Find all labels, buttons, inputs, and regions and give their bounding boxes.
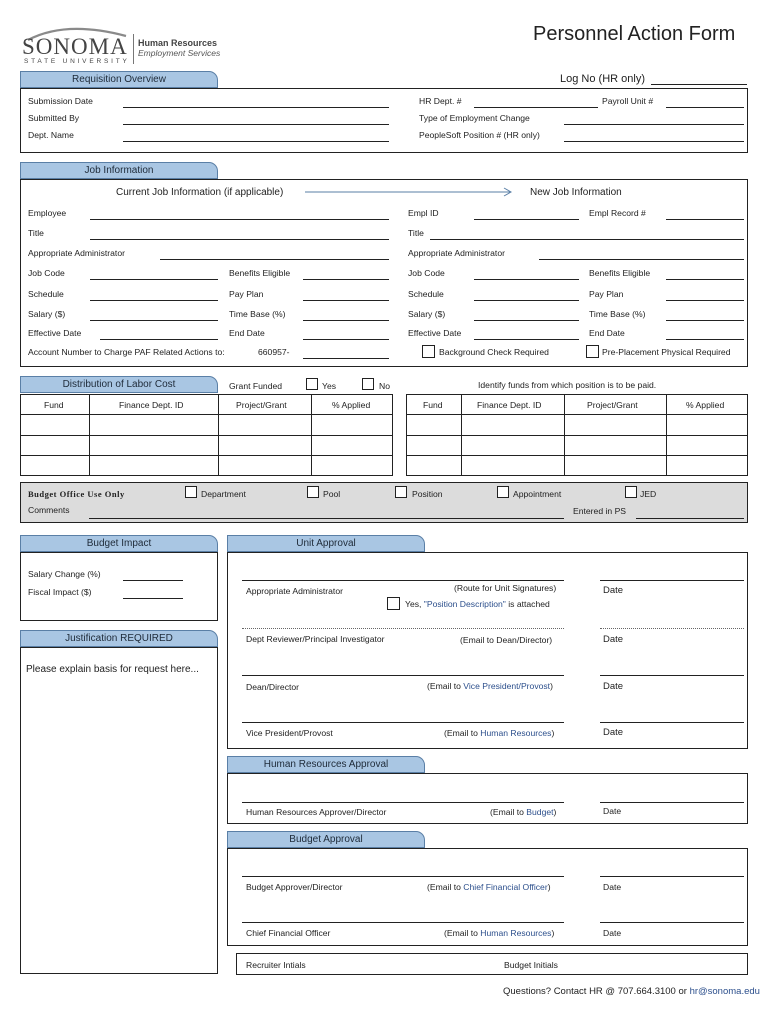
hr-signature[interactable] xyxy=(242,802,564,803)
date-label-2: Date xyxy=(603,634,624,645)
submitted-by-label: Submitted By xyxy=(28,113,80,123)
account-field[interactable] xyxy=(303,358,389,359)
benefits-label: Benefits Eligible xyxy=(229,268,291,278)
pd-label-b: "Position Description" xyxy=(423,599,506,609)
hr-email-a: (Email to xyxy=(490,807,527,817)
budget-date-label: Date xyxy=(603,882,622,892)
arrow-right-icon xyxy=(305,187,515,197)
dept-name-label: Dept. Name xyxy=(28,130,74,140)
justification-prompt: Please explain basis for request here... xyxy=(26,664,199,675)
department-label: Department xyxy=(201,489,246,499)
footer-text: Questions? Contact HR @ 707.664.3100 or xyxy=(503,986,690,997)
col-percent-new: % Applied xyxy=(686,400,725,410)
unit-approp-admin-label: Appropriate Administrator xyxy=(246,586,343,596)
hr-email-b: Budget xyxy=(526,807,554,817)
new-empl-record-label: Empl Record # xyxy=(589,208,646,218)
pd-label-c: is attached xyxy=(505,599,550,609)
vp-date[interactable] xyxy=(600,722,744,723)
new-approp-admin-label: Appropriate Administrator xyxy=(408,248,505,258)
budget-office-section xyxy=(20,482,748,523)
vp-signature[interactable] xyxy=(242,722,564,723)
submission-date-label: Submission Date xyxy=(28,96,93,106)
tab-labor-cost: Distribution of Labor Cost xyxy=(20,376,218,393)
budget-date[interactable] xyxy=(600,876,744,877)
email-vp-a: (Email to xyxy=(427,681,464,691)
current-job-heading: Current Job Information (if applicable) xyxy=(116,187,284,198)
logo-sub: STATE UNIVERSITY xyxy=(24,58,130,65)
entered-ps-label: Entered in PS xyxy=(573,506,627,516)
appointment-label: Appointment xyxy=(513,489,562,499)
bg-check-checkbox[interactable] xyxy=(422,345,435,358)
new-empl-id-label: Empl ID xyxy=(408,208,439,218)
salary-change-label: Salary Change (%) xyxy=(28,569,101,579)
cfo-date-label: Date xyxy=(603,928,622,938)
cfo-hr-email-a: (Email to xyxy=(444,928,481,938)
grant-no-checkbox[interactable] xyxy=(362,378,374,390)
ps-position-field[interactable] xyxy=(564,141,744,142)
approp-admin-field[interactable] xyxy=(160,259,389,260)
pool-label: Pool xyxy=(323,489,341,499)
schedule-label: Schedule xyxy=(28,289,64,299)
appointment-checkbox[interactable] xyxy=(497,486,509,498)
pay-plan-field[interactable] xyxy=(303,300,389,301)
email-vp-b: Vice President/Provost xyxy=(463,681,551,691)
title-label: Title xyxy=(28,228,44,238)
new-empl-record-field[interactable] xyxy=(666,219,744,220)
bg-check-label: Background Check Required xyxy=(439,347,549,357)
new-job-code-field[interactable] xyxy=(474,279,579,280)
log-no-field[interactable] xyxy=(651,84,747,85)
end-date-label: End Date xyxy=(229,328,265,338)
entered-ps-field[interactable] xyxy=(636,518,744,519)
approp-admin-signature[interactable] xyxy=(242,580,564,581)
new-schedule-label: Schedule xyxy=(408,289,444,299)
new-salary-field[interactable] xyxy=(474,320,579,321)
tab-hr-approval: Human Resources Approval xyxy=(227,756,425,773)
payroll-unit-field[interactable] xyxy=(666,107,744,108)
new-title-label: Title xyxy=(408,228,424,238)
new-effective-date-label: Effective Date xyxy=(408,328,462,338)
close-paren-1: ) xyxy=(550,681,553,691)
budget-initials-label[interactable]: Budget Initials xyxy=(504,960,558,970)
tab-justification: Justification REQUIRED xyxy=(20,630,218,647)
justification-textarea[interactable] xyxy=(20,647,218,974)
close-paren-2: ) xyxy=(551,728,555,738)
approp-admin-date[interactable] xyxy=(600,580,744,581)
col-project-grant-new: Project/Grant xyxy=(587,400,638,410)
new-benefits-field[interactable] xyxy=(666,279,744,280)
effective-date-field[interactable] xyxy=(100,339,218,340)
preplacement-checkbox[interactable] xyxy=(586,345,599,358)
email-hr-b: Human Resources xyxy=(480,728,552,738)
account-prefix: 660957- xyxy=(258,347,290,357)
logo-main: SONOMA xyxy=(22,34,128,59)
col-fund: Fund xyxy=(44,400,64,410)
time-base-field[interactable] xyxy=(303,320,389,321)
page-title: Personnel Action Form xyxy=(533,23,736,45)
email-hr-a: (Email to xyxy=(444,728,481,738)
col-percent: % Applied xyxy=(332,400,371,410)
col-fund-new: Fund xyxy=(423,400,443,410)
budget-office-label: Budget Office Use Only xyxy=(28,489,125,499)
log-no-label: Log No (HR only) xyxy=(560,73,645,85)
new-job-heading: New Job Information xyxy=(530,187,622,198)
budget-signature[interactable] xyxy=(242,876,564,877)
position-label: Position xyxy=(412,489,443,499)
job-code-label: Job Code xyxy=(28,268,65,278)
new-benefits-label: Benefits Eligible xyxy=(589,268,651,278)
new-end-date-field[interactable] xyxy=(666,339,744,340)
hr-dept-field[interactable] xyxy=(474,107,598,108)
title-field[interactable] xyxy=(90,239,389,240)
new-time-base-field[interactable] xyxy=(666,320,744,321)
recruiter-initials-label[interactable]: Recruiter Intials xyxy=(246,960,306,970)
hr-date[interactable] xyxy=(600,802,744,803)
submission-date-field[interactable] xyxy=(123,107,389,108)
pool-checkbox[interactable] xyxy=(307,486,319,498)
fiscal-impact-label: Fiscal Impact ($) xyxy=(28,587,92,597)
time-base-label: Time Base (%) xyxy=(229,309,286,319)
dean-label: Dean/Director xyxy=(246,682,300,692)
cfo-label: Chief Financial Officer xyxy=(246,928,331,938)
new-pay-plan-label: Pay Plan xyxy=(589,289,624,299)
salary-change-field[interactable] xyxy=(123,580,183,581)
submitted-by-field[interactable] xyxy=(123,124,389,125)
identify-funds-text: Identify funds from which position is to be paid. xyxy=(478,380,657,390)
dept-reviewer-label: Dept Reviewer/Principal Investigator xyxy=(246,634,385,644)
approp-admin-label: Appropriate Administrator xyxy=(28,248,125,258)
new-pay-plan-field[interactable] xyxy=(666,300,744,301)
new-time-base-label: Time Base (%) xyxy=(589,309,646,319)
comments-label: Comments xyxy=(28,505,70,515)
jed-checkbox[interactable] xyxy=(625,486,637,498)
cfo-date[interactable] xyxy=(600,922,744,923)
pd-label-a: Yes, xyxy=(405,599,424,609)
new-end-date-label: End Date xyxy=(589,328,625,338)
hr-date-label: Date xyxy=(603,806,622,816)
initials-row xyxy=(236,953,748,975)
dept-name-field[interactable] xyxy=(123,141,389,142)
payroll-unit-label: Payroll Unit # xyxy=(602,96,654,106)
tab-job-information: Job Information xyxy=(20,162,218,179)
unit-approval-section xyxy=(227,552,748,749)
type-change-field[interactable] xyxy=(564,124,744,125)
dean-signature[interactable] xyxy=(242,675,564,676)
date-label-4: Date xyxy=(603,727,624,738)
type-change-label: Type of Employment Change xyxy=(419,113,530,123)
cfo-email-b: Chief Financial Officer xyxy=(463,882,548,892)
jed-label: JED xyxy=(640,489,657,499)
col-project-grant: Project/Grant xyxy=(236,400,287,410)
tab-budget-approval: Budget Approval xyxy=(227,831,425,848)
close-paren-4: ) xyxy=(547,882,551,892)
end-date-field[interactable] xyxy=(303,339,389,340)
grant-no-label: No xyxy=(379,381,390,391)
department-checkbox[interactable] xyxy=(185,486,197,498)
pd-attached-checkbox[interactable] xyxy=(387,597,400,610)
col-finance-dept-new: Finance Dept. ID xyxy=(477,400,542,410)
new-salary-label: Salary ($) xyxy=(408,309,446,319)
benefits-field[interactable] xyxy=(303,279,389,280)
budget-approver-label: Budget Approver/Director xyxy=(246,882,343,892)
dept-name: Human Resources xyxy=(138,38,218,48)
cfo-hr-email-b: Human Resources xyxy=(480,928,552,938)
ps-position-label: PeopleSoft Position # (HR only) xyxy=(419,130,540,140)
cfo-email-a: (Email to xyxy=(427,882,464,892)
tab-requisition: Requisition Overview xyxy=(20,71,218,88)
date-label-1: Date xyxy=(603,585,624,596)
new-effective-date-field[interactable] xyxy=(474,339,579,340)
close-paren-5: ) xyxy=(551,928,555,938)
salary-label: Salary ($) xyxy=(28,309,66,319)
new-job-code-label: Job Code xyxy=(408,268,445,278)
tab-budget-impact: Budget Impact xyxy=(20,535,218,552)
new-title-field[interactable] xyxy=(430,239,744,240)
preplacement-label: Pre-Placement Physical Required xyxy=(602,347,731,357)
new-empl-id-field[interactable] xyxy=(474,219,579,220)
new-approp-admin-field[interactable] xyxy=(539,259,744,260)
employee-label: Employee xyxy=(28,208,67,218)
account-label: Account Number to Charge PAF Related Actions to: xyxy=(28,347,225,357)
hr-dept-label: HR Dept. # xyxy=(419,96,462,106)
col-finance-dept: Finance Dept. ID xyxy=(119,400,184,410)
tab-unit-approval: Unit Approval xyxy=(227,535,425,552)
close-paren-3: ) xyxy=(553,807,557,817)
employee-field[interactable] xyxy=(90,219,389,220)
salary-field[interactable] xyxy=(90,320,218,321)
cfo-signature[interactable] xyxy=(242,922,564,923)
job-code-field[interactable] xyxy=(90,279,218,280)
footer-email-link[interactable]: hr@sonoma.edu xyxy=(689,986,760,997)
grant-yes-label: Yes xyxy=(322,381,337,391)
schedule-field[interactable] xyxy=(90,300,218,301)
effective-date-label: Effective Date xyxy=(28,328,82,338)
pay-plan-label: Pay Plan xyxy=(229,289,264,299)
grant-yes-checkbox[interactable] xyxy=(306,378,318,390)
dean-date[interactable] xyxy=(600,675,744,676)
grant-funded-label: Grant Funded xyxy=(229,381,283,391)
new-schedule-field[interactable] xyxy=(474,300,579,301)
comments-field[interactable] xyxy=(89,518,564,519)
position-checkbox[interactable] xyxy=(395,486,407,498)
hr-approver-label: Human Resources Approver/Director xyxy=(246,807,387,817)
dept-sub: Employment Services xyxy=(138,48,221,58)
date-label-3: Date xyxy=(603,681,624,692)
route-label: (Route for Unit Signatures) xyxy=(454,583,557,593)
fiscal-impact-field[interactable] xyxy=(123,598,183,599)
vp-label: Vice President/Provost xyxy=(246,728,333,738)
email-dean-label: (Email to Dean/Director) xyxy=(460,635,553,645)
